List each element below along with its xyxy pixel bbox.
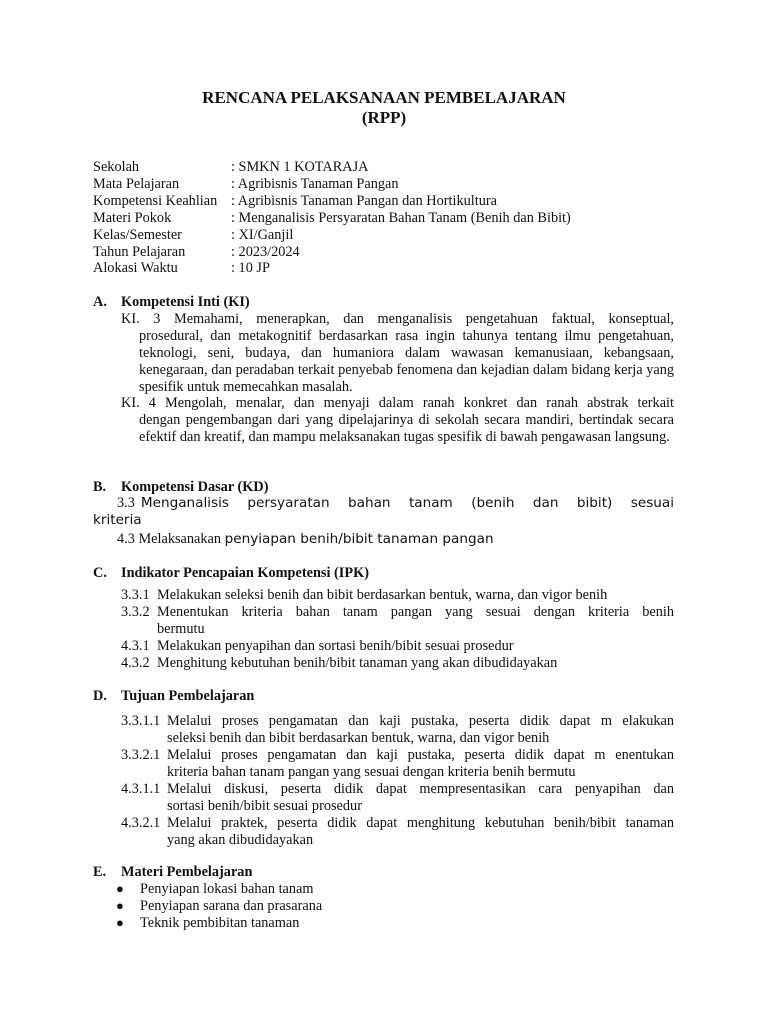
section-letter: B. — [93, 479, 107, 495]
info-label: Alokasi Waktu — [93, 260, 178, 277]
ki3-paragraph — [121, 311, 674, 396]
ipk-item — [121, 638, 674, 655]
section-title: Kompetensi Inti (KI) — [121, 294, 250, 310]
kd-4-3 — [117, 531, 494, 548]
ki3-continuation: prosedural, dan metakognitif berdasarkan rasa ingin tahunya tentang ilmu pengetahuan, teknologi, seni, budaya, dan humaniora dalam wawasan kemanusiaan, kebangsaan, kenegaraan, dan peradaban terkait penyebab fenomena dan kejadian dalam bidang kerja yang spesifik untuk memecahkan masalah. — [139, 327, 674, 395]
ipk-text-continuation: bermutu — [157, 621, 205, 637]
info-label: Kelas/Semester — [93, 226, 182, 243]
ipk-item — [121, 587, 674, 604]
tujuan-text: Melalui diskusi, peserta didik dapat mempresentasikan cara penyapihan dan — [167, 781, 674, 797]
kd-text: Menganalisis persyaratan bahan tanam (benih dan bibit) sesuai — [140, 495, 674, 511]
ipk-item — [121, 655, 674, 672]
tujuan-number: 4.3.1.1 — [121, 781, 161, 797]
materi-text: Penyiapan sarana dan prasarana — [140, 898, 323, 914]
tujuan-number: 4.3.2.1 — [121, 815, 161, 831]
ipk-text: Menghitung kebutuhan benih/bibit tanaman yang akan dibudidayakan — [157, 655, 558, 671]
ki4-continuation: dengan pengembangan dari yang dipelajarinya di sekolah secara mandiri, bertindak secara efektif dan kreatif, dan mampu melaksanakan tugas spesifik di bawah pengawasan langsung. — [139, 411, 674, 445]
info-value: : XI/Ganjil — [231, 226, 294, 243]
document-title: RENCANA PELAKSANAAN PEMBELAJARAN — [202, 88, 566, 107]
tujuan-number: 3.3.2.1 — [121, 747, 161, 763]
kd-prefix: 4.3 Melaksanakan — [117, 531, 222, 547]
section-title: Tujuan Pembelajaran — [121, 688, 255, 704]
info-value: : Agribisnis Tanaman Pangan dan Hortikultura — [231, 192, 497, 209]
info-row-sekolah — [93, 159, 571, 176]
ki3-first-line: KI. 3 Memahami, menerapkan, dan menganalisis pengetahuan faktual, konseptual, — [121, 311, 674, 327]
tujuan-item — [121, 815, 674, 832]
ki4-paragraph — [121, 395, 674, 446]
tujuan-text-continuation: kriteria bahan tanam pangan yang sesuai dengan kriteria benih bermutu — [167, 764, 576, 780]
info-row-kelas-semester — [93, 227, 571, 244]
kd-text: penyiapan benih/bibit tanaman pangan — [224, 531, 494, 547]
info-row-alokasi-waktu — [93, 260, 571, 277]
section-letter: D. — [93, 688, 107, 704]
ipk-number: 3.3.1 — [121, 587, 150, 603]
ipk-number: 3.3.2 — [121, 604, 150, 620]
materi-list-item — [116, 881, 314, 898]
section-title: Materi Pembelajaran — [121, 864, 253, 880]
ipk-text: Menentukan kriteria bahan tanam pangan yang sesuai dengan kriteria benih — [157, 604, 674, 620]
section-letter: C. — [93, 565, 107, 581]
bullet-icon: ● — [116, 898, 124, 913]
kd-3-3 — [93, 495, 674, 529]
info-label: Tahun Pelajaran — [93, 243, 186, 260]
info-value: : Agribisnis Tanaman Pangan — [231, 175, 399, 192]
info-label: Kompetensi Keahlian — [93, 192, 218, 209]
info-value: : SMKN 1 KOTARAJA — [231, 159, 369, 175]
tujuan-text-continuation: seleksi benih dan bibit berdasarkan bentuk, warna, dan vigor benih — [167, 730, 550, 746]
info-row-mata-pelajaran — [93, 176, 571, 193]
tujuan-text-continuation: yang akan dibudidayakan — [167, 832, 314, 848]
tujuan-text: Melalui proses pengamatan dan kaji pustaka, peserta didik dapat m enentukan — [167, 747, 674, 763]
identity-table — [93, 159, 571, 277]
tujuan-text: Melalui proses pengamatan dan kaji pustaka, peserta didik dapat m elakukan — [167, 713, 674, 729]
materi-list-item — [116, 915, 299, 932]
materi-text: Penyiapan lokasi bahan tanam — [140, 881, 314, 897]
ipk-number: 4.3.1 — [121, 638, 150, 654]
info-value: : 2023/2024 — [231, 243, 300, 260]
kd-number: 3.3 — [117, 495, 135, 511]
info-row-kompetensi-keahlian — [93, 193, 571, 210]
info-label: Materi Pokok — [93, 209, 172, 226]
bullet-icon: ● — [116, 881, 124, 896]
tujuan-number: 3.3.1.1 — [121, 713, 161, 729]
info-value: : 10 JP — [231, 260, 270, 277]
ipk-number: 4.3.2 — [121, 655, 150, 671]
materi-text: Teknik pembibitan tanaman — [140, 915, 300, 931]
section-letter: E. — [93, 864, 107, 880]
bullet-icon: ● — [116, 915, 124, 930]
ipk-text: Melakukan penyapihan dan sortasi benih/bibit sesuai prosedur — [157, 638, 514, 654]
document-subtitle: (RPP) — [361, 108, 407, 127]
kd-text-continuation: kriteria — [93, 511, 142, 528]
section-heading-e — [93, 864, 252, 881]
info-label: Sekolah — [93, 159, 140, 175]
section-heading-c — [93, 565, 369, 582]
tujuan-item — [121, 713, 674, 730]
ipk-item — [121, 604, 674, 621]
section-title: Kompetensi Dasar (KD) — [121, 479, 269, 495]
tujuan-text-continuation: sortasi benih/bibit sesuai prosedur — [167, 798, 362, 814]
tujuan-item — [121, 747, 674, 764]
ki4-first-line: KI. 4 Mengolah, menalar, dan menyaji dalam ranah konkret dan ranah abstrak terkait — [121, 395, 674, 411]
info-row-materi-pokok — [93, 210, 571, 227]
materi-list-item — [116, 898, 322, 915]
section-heading-a — [93, 294, 250, 311]
section-title: Indikator Pencapaian Kompetensi (IPK) — [121, 565, 369, 581]
info-row-tahun-pelajaran — [93, 244, 571, 261]
section-heading-b — [93, 479, 268, 496]
tujuan-text: Melalui praktek, peserta didik dapat menghitung kebutuhan benih/bibit tanaman — [167, 815, 674, 831]
tujuan-item — [121, 781, 674, 798]
section-heading-d — [93, 688, 254, 705]
section-letter: A. — [93, 294, 107, 310]
info-value: : Menganalisis Persyaratan Bahan Tanam (Benih dan Bibit) — [231, 209, 571, 226]
info-label: Mata Pelajaran — [93, 175, 180, 192]
ipk-text: Melakukan seleksi benih dan bibit berdasarkan bentuk, warna, dan vigor benih — [157, 587, 608, 603]
